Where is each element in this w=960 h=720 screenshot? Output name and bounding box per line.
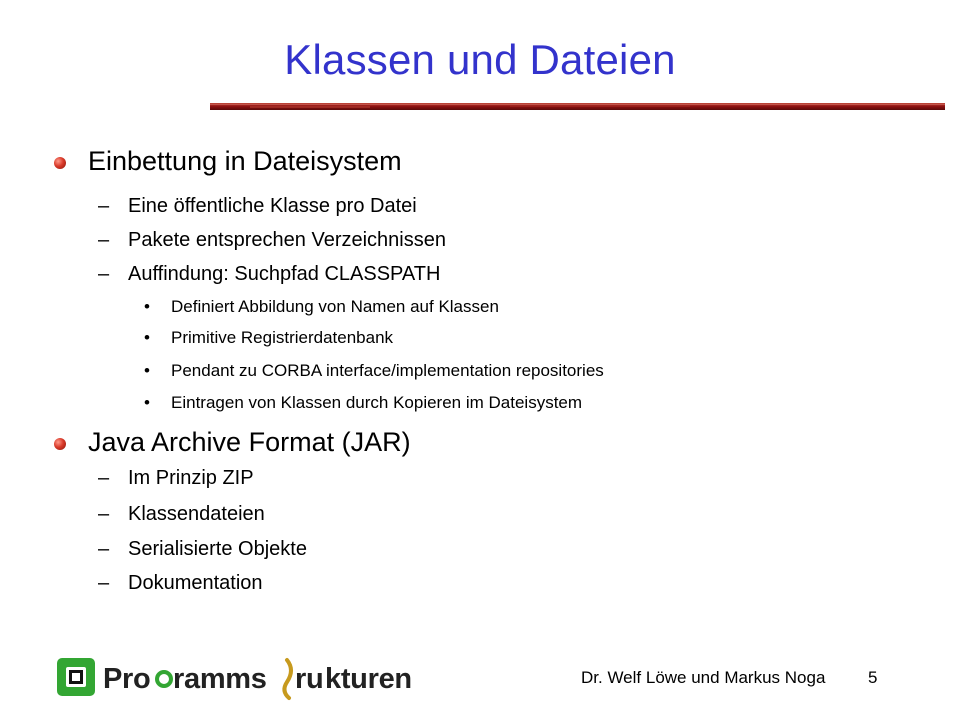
svg-text:ru: ru (295, 663, 324, 695)
sub-bullet-marker: • (144, 297, 150, 316)
list-item: Pakete entsprechen Verzeichnissen (128, 229, 446, 251)
dash-marker: – (98, 538, 110, 560)
section-heading: Java Archive Format (JAR) (88, 427, 411, 457)
sub-bullet-marker: • (144, 361, 150, 380)
list-item: Im Prinzip ZIP (128, 467, 254, 489)
section-bullet-icon (54, 157, 66, 169)
section-heading: Einbettung in Dateisystem (88, 146, 402, 176)
sub-bullet-marker: • (144, 328, 150, 347)
sub-bullet-marker: • (144, 393, 150, 412)
slide-title: Klassen und Dateien (284, 36, 676, 83)
svg-text:kturen: kturen (325, 663, 412, 695)
title-underline (210, 103, 945, 110)
dash-marker: – (98, 229, 110, 251)
sub-list-item: Eintragen von Klassen durch Kopieren im Dateisystem (171, 393, 583, 412)
programmstrukturen-logo (55, 652, 412, 702)
sub-list-item: Primitive Registrierdatenbank (171, 328, 394, 347)
section-bullet-icon (54, 438, 66, 450)
sub-list-item: Definiert Abbildung von Namen auf Klassen (171, 297, 499, 316)
list-item: Eine öffentliche Klasse pro Datei (128, 195, 417, 217)
sub-list-item: Pendant zu CORBA interface/implementation repositories (171, 361, 604, 380)
svg-text:ramms: ramms (173, 663, 267, 695)
dash-marker: – (98, 503, 110, 525)
list-item: Serialisierte Objekte (128, 538, 307, 560)
list-item: Dokumentation (128, 572, 263, 594)
dash-marker: – (98, 263, 110, 285)
list-item: Klassendateien (128, 503, 265, 525)
dash-marker: – (98, 467, 110, 489)
dash-marker: – (98, 572, 110, 594)
svg-text:Pro: Pro (103, 663, 151, 695)
logo-frame-icon (57, 658, 95, 696)
footer-authors: Dr. Welf Löwe und Markus Noga (581, 668, 826, 687)
list-item: Auffindung: Suchpfad CLASSPATH (128, 263, 441, 285)
page-number: 5 (868, 668, 878, 687)
dash-marker: – (98, 195, 110, 217)
